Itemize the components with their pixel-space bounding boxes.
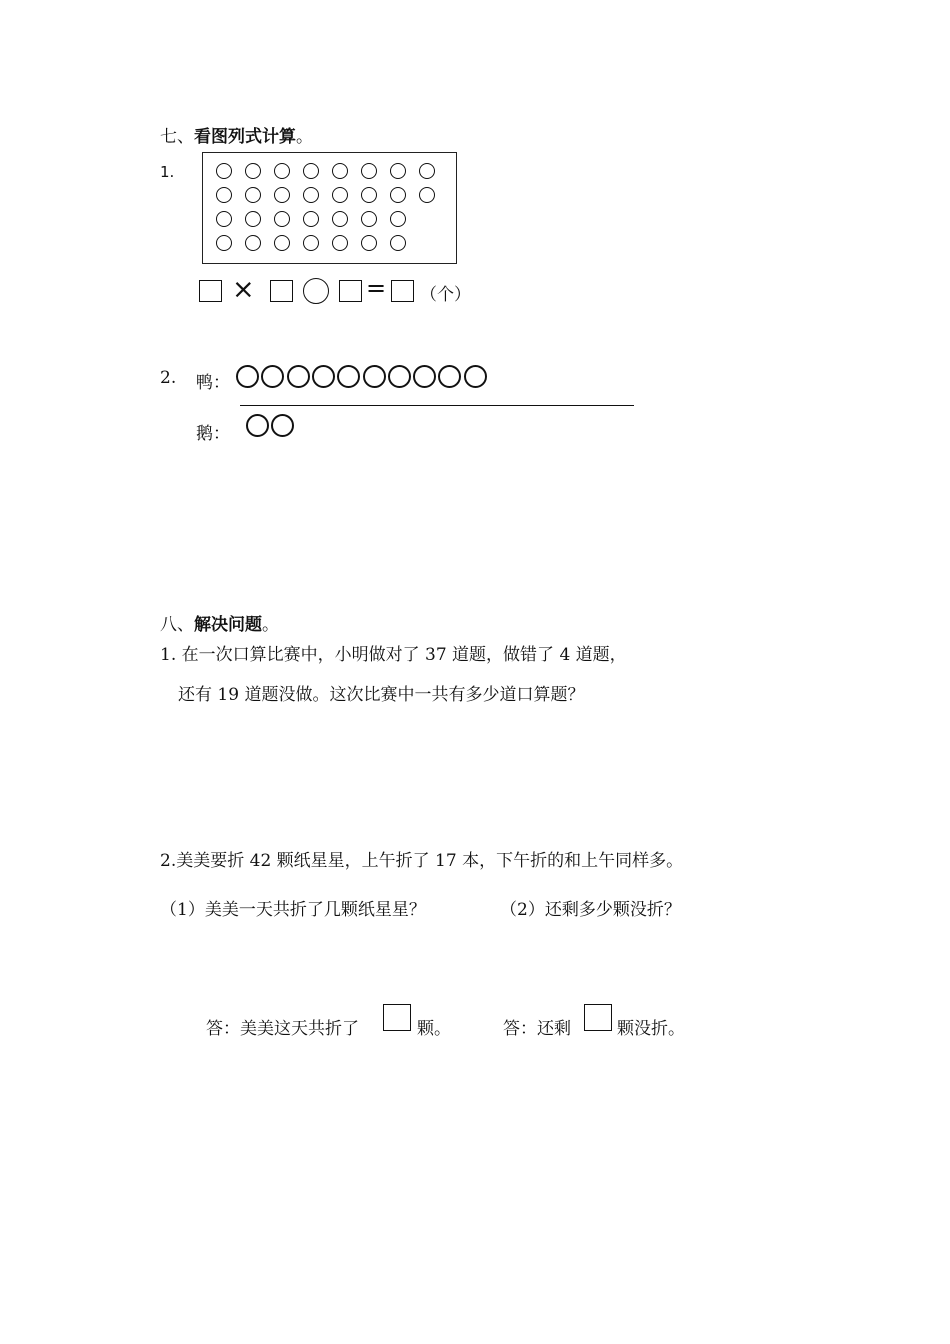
grid-circle xyxy=(274,211,290,227)
question-7-1-label: 1. xyxy=(160,163,175,181)
duck-circle xyxy=(413,365,436,388)
grid-circle xyxy=(361,163,377,179)
operator-blank-circle[interactable] xyxy=(303,278,329,304)
grid-circle xyxy=(332,211,348,227)
grid-circle xyxy=(332,163,348,179)
duck-circle xyxy=(438,365,461,388)
unit-label: （个） xyxy=(420,285,471,305)
grid-circle xyxy=(274,235,290,251)
grid-circle xyxy=(216,211,232,227)
grid-circle xyxy=(419,163,435,179)
grid-circle xyxy=(303,235,319,251)
question-8-1-line1: 1. 在一次口算比赛中，小明做对了 37 道题，做错了 4 道题， xyxy=(160,645,627,665)
grid-circle xyxy=(390,211,406,227)
section-8-title: 解决问题 xyxy=(194,615,262,635)
answer-blank-box[interactable] xyxy=(270,280,293,302)
answer-blank-box[interactable] xyxy=(199,280,222,302)
grid-circle xyxy=(303,187,319,203)
grid-circle xyxy=(332,187,348,203)
answer-2-prefix: 答：还剩 xyxy=(503,1019,571,1039)
question-8-2-sub2: （2）还剩多少颗没折？ xyxy=(500,900,681,920)
grid-circle xyxy=(303,163,319,179)
grid-circle xyxy=(245,235,261,251)
answer-1-suffix: 颗。 xyxy=(417,1019,451,1039)
answer-2-suffix: 颗没折。 xyxy=(617,1019,685,1039)
grid-circle xyxy=(303,211,319,227)
grid-circle xyxy=(274,187,290,203)
duck-circle xyxy=(287,365,310,388)
grid-circle xyxy=(216,163,232,179)
duck-label: 鸭： xyxy=(196,373,230,393)
duck-circle xyxy=(261,365,284,388)
question-7-2-label: 2. xyxy=(160,368,177,388)
answer-2-blank-box[interactable] xyxy=(584,1004,612,1031)
grid-circle xyxy=(361,187,377,203)
question-8-1-line2: 还有 19 道题没做。这次比赛中一共有多少道口算题？ xyxy=(178,685,585,705)
answer-blank-box[interactable] xyxy=(339,280,362,302)
duck-circle xyxy=(337,365,360,388)
grid-circle xyxy=(361,235,377,251)
section-7-title-tail: 。 xyxy=(296,127,313,147)
grid-circle xyxy=(245,163,261,179)
grid-circle xyxy=(216,187,232,203)
comparison-line xyxy=(240,405,634,406)
duck-circle xyxy=(312,365,335,388)
duck-circle xyxy=(388,365,411,388)
times-sign: × xyxy=(232,274,255,305)
section-7-number: 七、 xyxy=(160,127,194,147)
question-8-2-sub1: （1）美美一天共折了几颗纸星星？ xyxy=(160,900,426,920)
section-8-number: 八、 xyxy=(160,615,194,635)
grid-circle xyxy=(419,187,435,203)
duck-circle xyxy=(236,365,259,388)
grid-circle xyxy=(332,235,348,251)
duck-circle xyxy=(363,365,386,388)
grid-circle xyxy=(245,211,261,227)
grid-circle xyxy=(245,187,261,203)
question-8-2-stem: 2.美美要折 42 颗纸星星，上午折了 17 本，下午折的和上午同样多。 xyxy=(160,851,684,871)
section-7-heading xyxy=(160,122,313,147)
grid-circle xyxy=(390,235,406,251)
equals-sign: = xyxy=(366,274,387,302)
answer-1-prefix: 答：美美这天共折了 xyxy=(206,1019,359,1039)
section-8-heading xyxy=(160,610,279,635)
duck-circle xyxy=(464,365,487,388)
goose-label: 鹅： xyxy=(196,424,230,444)
grid-circle xyxy=(216,235,232,251)
grid-circle xyxy=(390,163,406,179)
section-7-title: 看图列式计算 xyxy=(194,127,296,147)
answer-blank-box[interactable] xyxy=(391,280,414,302)
answer-1-blank-box[interactable] xyxy=(383,1004,411,1031)
grid-circle xyxy=(361,211,377,227)
grid-circle xyxy=(274,163,290,179)
goose-circle xyxy=(246,414,269,437)
goose-circle xyxy=(271,414,294,437)
grid-circle xyxy=(390,187,406,203)
section-8-title-tail: 。 xyxy=(262,615,279,635)
